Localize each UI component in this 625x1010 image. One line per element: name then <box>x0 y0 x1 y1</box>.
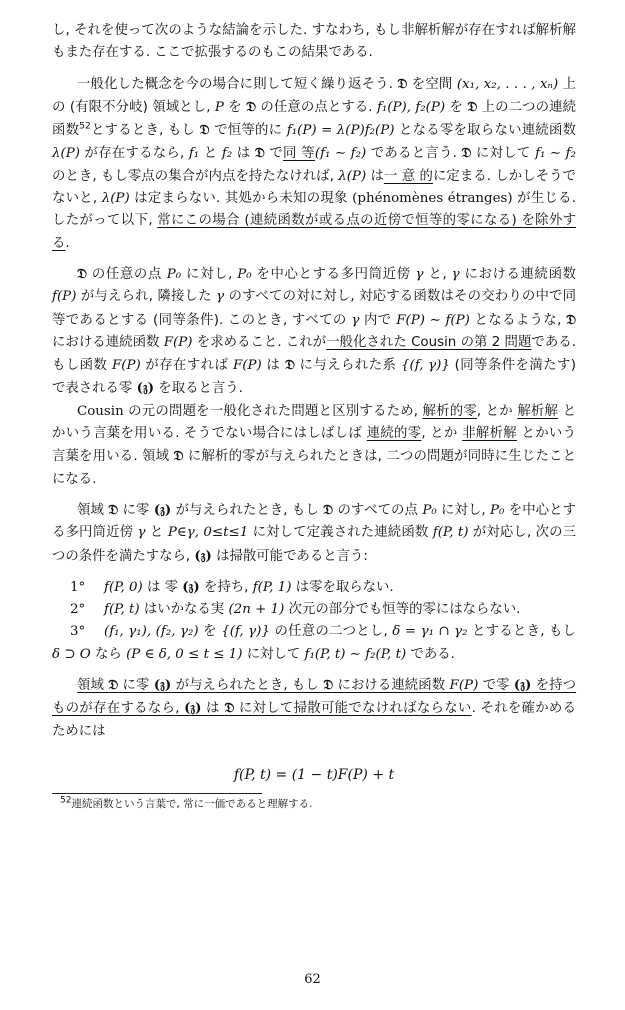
paragraph-intro: し, それを使って次のような結論を示した. すなわち, もし非解析解が存在すれば解析解もまた存在する. ここで拡張するのもこの結果である. <box>52 23 576 61</box>
footnote-number: 52 <box>60 795 72 806</box>
exclusion-clause: 常にこの場合 (連続函数が或る点の近傍で恒等的零になる) を除外する <box>52 213 576 251</box>
term-equivalent: 同 等 <box>283 146 315 162</box>
paragraph-cousin-problem: 𝔇 の任意の点 P₀ に対し, P₀ を中心とする多円筒近傍 γ と, γ における連続函数 f(P) が与えられ, 隣接した γ のすべての対に対し, 対応する函数はその交わりの中で同等であるとする (同等条件). このとき, すべての γ 内で F(P) ∼ f(P) となるような, 𝔇 における連続函数 F(P) を求めること. これが一般化された Cousin の第 2 問題である. もし函数 F(P) が存在すれば F(P) は 𝔇 に与えられた系 {(f, γ)} (同等条件を満たす) で表される零 (𝔷) を取ると言う. <box>52 265 577 397</box>
term-unique: 一 意 的 <box>383 168 433 184</box>
paragraph-sweepable: 領域 𝔇 に零 (𝔷) が与えられたとき, もし 𝔇 のすべての点 P₀ に対し, P₀ を中心とする多円筒近傍 γ と P∈γ, 0≤t≤1 に対して定義された連続函数 f(P, t) が対応し, 次の三つの条件を満たすなら, (𝔷) は掃散可能であると言う: <box>52 501 577 564</box>
condition-list <box>52 576 576 666</box>
condition-item: 3° (f₁, γ₁), (f₂, γ₂) を {(f, γ)} の任意の二つとし, δ = γ₁ ∩ γ₂ とするとき, もし δ ⊃ O なら (P ∈ δ, 0 ≤ t ≤ 1) に対して f₁(P, t) ∼ f₂(P, t) である. <box>52 624 576 662</box>
term-generalized-cousin: 一般化された Cousin の第 2 問題 <box>326 334 532 350</box>
footnote-ref: 52 <box>79 121 91 132</box>
paragraph-theorem: 領域 𝔇 に零 (𝔷) が与えられたとき, もし 𝔇 における連続函数 F(P) で零 (𝔷) を持つものが存在するなら, (𝔷) は 𝔇 に対して掃散可能でなければならない. それを確かめるためには <box>52 677 577 739</box>
page-number: 62 <box>304 972 321 987</box>
theorem-statement: 領域 𝔇 に零 (𝔷) が与えられたとき, もし 𝔇 における連続函数 F(P) で零 (𝔷) を持つものが存在するなら, (𝔷) は 𝔇 に対して掃散可能でなければならない <box>52 677 577 717</box>
footnote <box>60 796 576 812</box>
footnote-text: 連続函数という言葉で, 常に一価であると理解する. <box>71 797 313 810</box>
paragraph-terminology: Cousin の元の問題を一般化された問題と区別するため, 解析的零, とか 解析解 とかいう言葉を用いる. そうでない場合にはしばしば 連続的零, とか 非解析解 とかいう言葉を用いる. 領域 𝔇 に解析的零が与えられたときは, 二つの問題が同時に生じたことになる. <box>52 403 576 487</box>
footnote-rule <box>52 793 262 794</box>
domain-symbol: 𝔇 <box>397 75 408 92</box>
condition-item: 1° f(P, 0) は 零 (𝔷) を持ち, f(P, 1) は零を取らない. <box>70 578 394 595</box>
page-body <box>52 20 576 812</box>
paragraph-equivalence: 一般化した概念を今の場合に則して短く繰り返そう. 𝔇 を空間 (x₁, x₂, . . . , xₙ) 上の (有限不分岐) 領域とし, P を 𝔇 の任意の点とする. f₁(P), f₂(P) を 𝔇 上の二つの連続函数$^{52}$とするとき, もし 𝔇 で恒等的に f₁(P) = λ(P)f₂(P) となる零を取らない連続函数 λ(P) が存在するなら, f₁ と f₂ は 𝔇 で同 等(f₁ ∼ f₂) であると言う. 𝔇 に対して f₁ ∼ f₂ のとき, もし零点の集合が内点を持たなければ, λ(P) は一 意 的に定まる. しかしそうでないと, λ(P) は定まらない. 其処から未知の現象 (phénomènes étranges) が生じる. したがって以下, 常にこの場合 (連続函数が或る点の近傍で恒等的零になる) を除外する. <box>52 75 577 251</box>
condition-item: 2° f(P, t) はいかなる実 (2n + 1) 次元の部分でも恒等的零にはならない. <box>70 602 521 618</box>
display-formula: f(P, t) = (1 − t)F(P) + t <box>233 766 395 783</box>
